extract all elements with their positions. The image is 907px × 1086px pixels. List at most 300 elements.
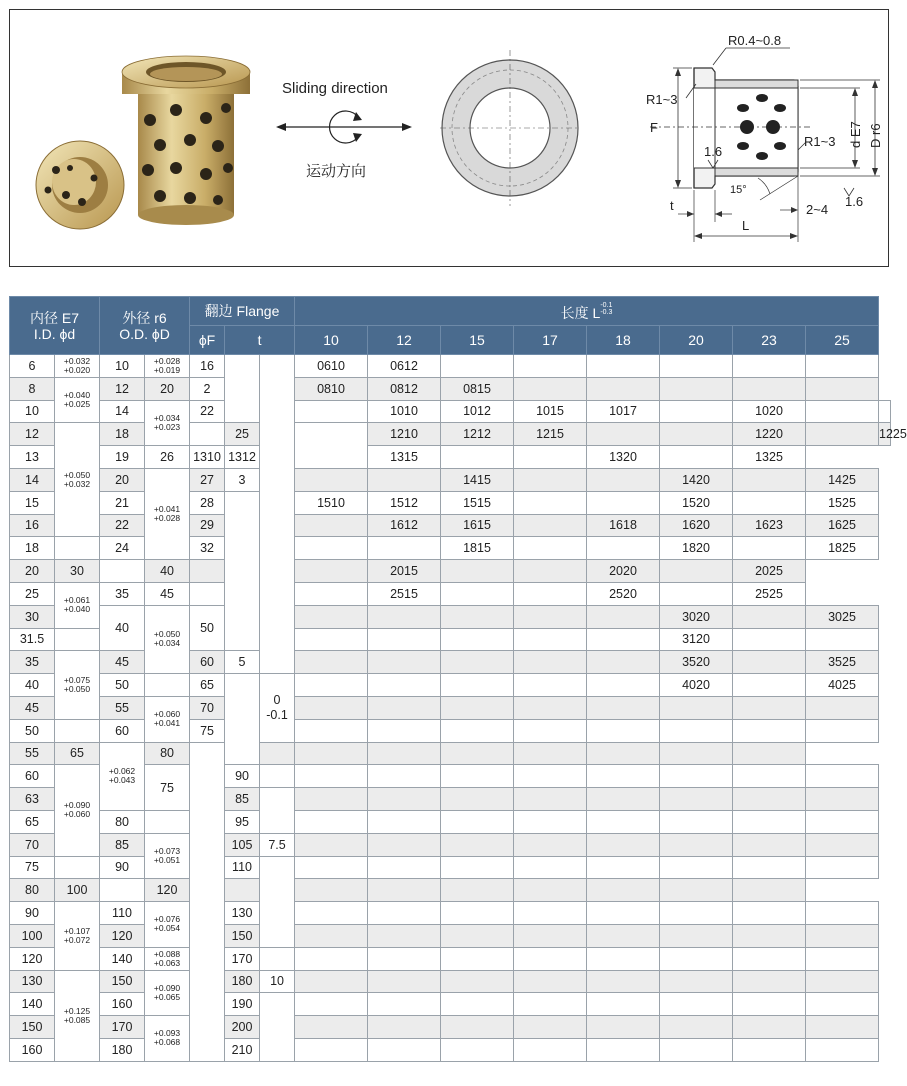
table-row (10, 377, 891, 400)
part-number-cell: 3525 (806, 651, 879, 674)
part-number-cell (587, 355, 660, 378)
f-value: 180 (225, 970, 260, 993)
table-row (10, 446, 891, 469)
part-number-cell (660, 856, 733, 879)
od-value: 170 (100, 1016, 145, 1039)
part-number-cell: 4025 (806, 674, 879, 697)
part-number-cell (587, 605, 660, 628)
t-value: 5 (225, 651, 260, 674)
part-number-cell: 1315 (368, 446, 441, 469)
t-blank (260, 788, 295, 834)
header-length-label: 长度 L (560, 304, 601, 321)
f-value: 170 (225, 947, 260, 970)
part-number-cell (806, 947, 879, 970)
header-length-2: 15 (441, 326, 514, 355)
part-number-cell (733, 1016, 806, 1039)
id-tolerance: +0.032 +0.020 (55, 355, 100, 378)
part-number-cell (660, 1038, 733, 1061)
part-number-cell (368, 788, 441, 811)
id-value: 70 (10, 833, 55, 856)
part-number-cell (733, 788, 806, 811)
part-number-cell (441, 993, 514, 1016)
id-value: 120 (10, 947, 55, 970)
f-value: 40 (145, 560, 190, 583)
t-value: 3 (225, 468, 260, 491)
part-number-cell: 0815 (441, 377, 514, 400)
t-value: 7.5 (260, 833, 295, 856)
id-tolerance-blank (55, 719, 100, 742)
label-finish-right: 1.6 (845, 194, 864, 209)
table-row (10, 491, 891, 514)
label-t: t (670, 198, 674, 213)
part-number-cell: 1620 (660, 514, 733, 537)
od-tolerance: +0.076 +0.054 (145, 902, 190, 948)
id-value: 80 (10, 879, 55, 902)
part-number-cell (441, 719, 514, 742)
id-tolerance: +0.040 +0.025 (55, 377, 100, 423)
od-tolerance-blank (100, 879, 145, 902)
part-number-cell (295, 970, 368, 993)
part-number-cell: 2015 (368, 560, 441, 583)
part-number-cell: 1623 (733, 514, 806, 537)
od-value: 30 (55, 560, 100, 583)
t-tolerance: 0 -0.1 (260, 674, 295, 742)
part-number-cell (441, 788, 514, 811)
part-number-cell (295, 902, 368, 925)
part-number-cell (514, 446, 587, 469)
part-number-cell: 1512 (368, 491, 441, 514)
part-number-cell: 1425 (806, 468, 879, 491)
od-tolerance: +0.034 +0.023 (145, 400, 190, 446)
part-number-cell (441, 605, 514, 628)
header-length-0: 10 (295, 326, 368, 355)
header-length-7: 25 (806, 326, 879, 355)
part-number-cell (368, 833, 441, 856)
id-tolerance-blank (55, 628, 100, 651)
od-value: 85 (100, 833, 145, 856)
table-row (10, 651, 891, 674)
part-number-cell: 1310 (190, 446, 225, 469)
part-number-cell: 2515 (368, 582, 441, 605)
part-number-cell (514, 491, 587, 514)
part-number-cell (733, 742, 806, 765)
part-number-cell (733, 537, 806, 560)
t-blank (260, 947, 295, 970)
part-number-cell (660, 446, 733, 469)
f-value: 45 (145, 582, 190, 605)
part-number-cell (514, 355, 587, 378)
od-value: 80 (100, 810, 145, 833)
part-number-cell: 1225 (879, 423, 891, 446)
part-number-cell (295, 696, 368, 719)
f-value: 27 (190, 468, 225, 491)
table-row (10, 537, 891, 560)
part-number-cell (368, 537, 441, 560)
part-number-cell (514, 833, 587, 856)
part-number-cell: 3025 (806, 605, 879, 628)
od-value: 35 (100, 582, 145, 605)
part-number-cell (733, 696, 806, 719)
table-row (10, 674, 891, 697)
part-number-cell (660, 1016, 733, 1039)
part-number-cell (514, 1016, 587, 1039)
part-number-cell (441, 970, 514, 993)
od-tolerance: +0.028 +0.019 (145, 355, 190, 378)
header-id-en: I.D. ϕd (33, 325, 76, 342)
sliding-direction-symbol (276, 80, 412, 180)
od-value: 14 (100, 400, 145, 423)
id-value: 100 (10, 924, 55, 947)
part-number-cell (295, 765, 368, 788)
header-length-5: 20 (660, 326, 733, 355)
f-value: 95 (225, 810, 260, 833)
part-number-cell (587, 902, 660, 925)
header-id-cn: 内径 E7 (30, 309, 80, 326)
od-value: 60 (100, 719, 145, 742)
part-number-cell (587, 674, 660, 697)
part-number-cell (660, 355, 733, 378)
part-number-cell (733, 491, 806, 514)
part-number-cell (295, 924, 368, 947)
part-number-cell (295, 674, 368, 697)
f-value: 16 (190, 355, 225, 378)
label-d-e7: d E7 (848, 121, 863, 148)
part-number-cell (587, 719, 660, 742)
label-chamfer: 2~4 (806, 202, 829, 217)
part-number-cell (441, 696, 514, 719)
table-row (10, 856, 891, 879)
part-number-cell: 0810 (295, 377, 368, 400)
od-tolerance: +0.088 +0.063 (145, 947, 190, 970)
part-number-cell (368, 993, 441, 1016)
part-number-cell (587, 742, 660, 765)
od-value: 40 (100, 605, 145, 651)
part-number-cell (514, 993, 587, 1016)
part-number-cell (587, 856, 660, 879)
id-value: 12 (10, 423, 55, 446)
id-value: 18 (10, 537, 55, 560)
part-number-cell: 1017 (587, 400, 660, 423)
part-number-cell (295, 947, 368, 970)
part-number-cell (368, 719, 441, 742)
diagram-panel (9, 9, 889, 267)
label-finish-left: 1.6 (704, 144, 723, 159)
part-number-cell (587, 947, 660, 970)
part-number-cell (806, 970, 879, 993)
table-row (10, 400, 891, 423)
label-r-right: R1~3 (804, 134, 836, 149)
part-number-cell: 2025 (733, 560, 806, 583)
id-value: 65 (10, 810, 55, 833)
part-number-cell: 1312 (225, 446, 260, 469)
id-value: 10 (10, 400, 55, 423)
table-row (10, 1038, 891, 1061)
id-value: 25 (10, 582, 55, 605)
od-tolerance-blank (145, 674, 190, 697)
header-length (295, 297, 879, 326)
od-value: 55 (100, 696, 145, 719)
part-number-cell (441, 879, 514, 902)
part-number-cell (660, 765, 733, 788)
part-number-cell (587, 1038, 660, 1061)
part-number-cell (806, 628, 879, 651)
od-value: 12 (100, 377, 145, 400)
part-number-cell (733, 993, 806, 1016)
od-value: 18 (100, 423, 145, 446)
part-number-cell: 1420 (660, 468, 733, 491)
id-value: 20 (10, 560, 55, 583)
part-number-cell (441, 924, 514, 947)
part-number-cell: 1215 (514, 423, 587, 446)
table-row (10, 468, 891, 491)
part-number-cell: 1210 (368, 423, 441, 446)
part-number-cell (587, 1016, 660, 1039)
part-number-cell: 1615 (441, 514, 514, 537)
f-value: 70 (190, 696, 225, 719)
t-blank (260, 993, 295, 1061)
part-number-cell: 1020 (733, 400, 806, 423)
part-number-cell (190, 560, 225, 583)
part-number-cell (368, 696, 441, 719)
id-value: 140 (10, 993, 55, 1016)
table-row (10, 924, 891, 947)
part-number-cell (368, 947, 441, 970)
part-number-cell (295, 582, 368, 605)
id-tolerance: +0.107 +0.072 (55, 902, 100, 970)
part-number-cell (514, 765, 587, 788)
part-number-cell (514, 719, 587, 742)
part-number-cell (733, 628, 806, 651)
part-number-cell (441, 674, 514, 697)
part-number-cell (733, 651, 806, 674)
header-length-tolerance: -0.1 -0.3 (600, 301, 613, 316)
t-value: 10 (260, 970, 295, 993)
id-value: 16 (10, 514, 55, 537)
label-l: L (742, 218, 750, 233)
t-blank (295, 400, 368, 423)
part-number-cell (441, 856, 514, 879)
id-value: 90 (10, 902, 55, 925)
part-number-cell (514, 628, 587, 651)
part-number-cell (514, 788, 587, 811)
table-row (10, 947, 891, 970)
part-number-cell: 1820 (660, 537, 733, 560)
part-number-cell (806, 1038, 879, 1061)
part-number-cell (295, 879, 368, 902)
table-row (10, 560, 891, 583)
id-value: 160 (10, 1038, 55, 1061)
part-number-cell (295, 1038, 368, 1061)
part-number-cell (660, 924, 733, 947)
od-value: 75 (145, 765, 190, 811)
od-tolerance: +0.060 +0.041 (145, 696, 190, 742)
part-number-cell: 3020 (660, 605, 733, 628)
part-number-cell: 0612 (368, 355, 441, 378)
table-row (10, 742, 891, 765)
od-value: 180 (100, 1038, 145, 1061)
part-number-cell (660, 582, 733, 605)
part-number-cell: 1815 (441, 537, 514, 560)
table-row (10, 719, 891, 742)
od-value: 20 (100, 468, 145, 491)
part-number-cell (368, 1038, 441, 1061)
od-value: 120 (100, 924, 145, 947)
od-value: 10 (100, 355, 145, 378)
ring-top-view (440, 50, 580, 206)
part-number-cell (806, 355, 879, 378)
part-number-cell (295, 628, 368, 651)
part-number-cell (660, 377, 733, 400)
part-number-cell (368, 924, 441, 947)
part-number-cell (806, 788, 879, 811)
part-number-cell (806, 423, 879, 446)
id-tolerance: +0.090 +0.060 (55, 765, 100, 856)
part-number-cell (806, 924, 879, 947)
part-number-cell (733, 879, 806, 902)
part-number-cell (441, 947, 514, 970)
part-number-cell (733, 947, 806, 970)
f-value: 29 (190, 514, 225, 537)
part-number-cell (587, 423, 660, 446)
od-value: 21 (100, 491, 145, 514)
t-tolerance-blank-top (260, 355, 295, 674)
part-number-cell (587, 993, 660, 1016)
f-value: 110 (225, 856, 260, 879)
t-blank (225, 674, 260, 765)
f-value: 210 (225, 1038, 260, 1061)
part-number-cell: 0610 (295, 355, 368, 378)
od-value: 24 (100, 537, 145, 560)
table-row (10, 1016, 891, 1039)
part-number-cell (295, 514, 368, 537)
part-number-cell (368, 902, 441, 925)
id-value: 55 (10, 742, 55, 765)
part-number-cell (806, 696, 879, 719)
header-t: t (225, 326, 295, 355)
part-number-cell (660, 993, 733, 1016)
header-id (10, 297, 100, 355)
header-od-en: O.D. ϕD (119, 325, 170, 342)
part-number-cell (587, 879, 660, 902)
od-value: 50 (100, 674, 145, 697)
part-number-cell (225, 879, 260, 902)
part-number-cell (587, 810, 660, 833)
part-number-cell (733, 605, 806, 628)
part-number-cell: 1825 (806, 537, 879, 560)
part-number-cell (514, 902, 587, 925)
part-number-cell: 1618 (587, 514, 660, 537)
part-number-cell (514, 879, 587, 902)
part-number-cell: 1415 (441, 468, 514, 491)
f-value: 25 (225, 423, 260, 446)
part-number-cell (660, 788, 733, 811)
id-value: 14 (10, 468, 55, 491)
part-number-cell (441, 446, 514, 469)
id-value: 45 (10, 696, 55, 719)
part-number-cell: 1510 (295, 491, 368, 514)
od-tolerance: +0.093 +0.068 (145, 1016, 190, 1062)
part-number-cell (514, 810, 587, 833)
id-value: 31.5 (10, 628, 55, 651)
part-number-cell (587, 833, 660, 856)
part-number-cell (660, 902, 733, 925)
table-row (10, 833, 891, 856)
part-number-cell (587, 537, 660, 560)
part-number-cell (441, 560, 514, 583)
id-value: 35 (10, 651, 55, 674)
part-number-cell: 2520 (587, 582, 660, 605)
part-number-cell (368, 765, 441, 788)
part-number-cell (295, 605, 368, 628)
part-number-cell (733, 970, 806, 993)
part-number-cell (441, 355, 514, 378)
part-number-cell (733, 674, 806, 697)
part-number-cell (368, 605, 441, 628)
header-length-4: 18 (587, 326, 660, 355)
part-number-cell (660, 696, 733, 719)
part-number-cell (806, 400, 879, 423)
part-number-cell (660, 560, 733, 583)
part-number-cell (441, 628, 514, 651)
large-bushing-photo (122, 56, 250, 225)
part-number-cell: 4020 (660, 674, 733, 697)
table-row (10, 902, 891, 925)
f-value: 80 (145, 742, 190, 765)
part-number-cell (806, 765, 879, 788)
part-number-cell (441, 833, 514, 856)
part-number-cell (587, 491, 660, 514)
t-value: 2 (190, 377, 225, 400)
id-tolerance-blank (55, 537, 100, 560)
od-tolerance: +0.062 +0.043 (100, 742, 145, 810)
part-number-cell: 1320 (587, 446, 660, 469)
f-value: 28 (190, 491, 225, 514)
part-number-cell (441, 1038, 514, 1061)
part-number-cell (587, 468, 660, 491)
part-number-cell: 1520 (660, 491, 733, 514)
header-od-cn: 外径 r6 (122, 309, 167, 326)
label-d-r6: D r6 (868, 123, 883, 148)
part-number-cell (733, 924, 806, 947)
table-row (10, 605, 891, 628)
t-blank (260, 856, 295, 947)
header-flange: 翻边 Flange (190, 297, 295, 326)
id-value: 130 (10, 970, 55, 993)
part-number-cell (514, 856, 587, 879)
part-number-cell (190, 582, 225, 605)
part-number-cell (368, 970, 441, 993)
part-number-cell (514, 674, 587, 697)
part-number-cell (368, 468, 441, 491)
part-number-cell (660, 719, 733, 742)
table-row (10, 970, 891, 993)
part-number-cell (295, 537, 368, 560)
part-number-cell (660, 400, 733, 423)
od-tolerance: +0.090 +0.065 (145, 970, 190, 1016)
part-number-cell (733, 856, 806, 879)
spec-body (10, 355, 907, 1062)
diagram-svg (10, 10, 890, 268)
od-tolerance-blank (100, 560, 145, 583)
part-number-cell (295, 719, 368, 742)
part-number-cell (368, 742, 441, 765)
header-length-3: 17 (514, 326, 587, 355)
id-value: 150 (10, 1016, 55, 1039)
od-tolerance: +0.050 +0.034 (145, 605, 190, 673)
part-number-cell: 1515 (441, 491, 514, 514)
id-value: 50 (10, 719, 55, 742)
t-blank (260, 765, 295, 788)
